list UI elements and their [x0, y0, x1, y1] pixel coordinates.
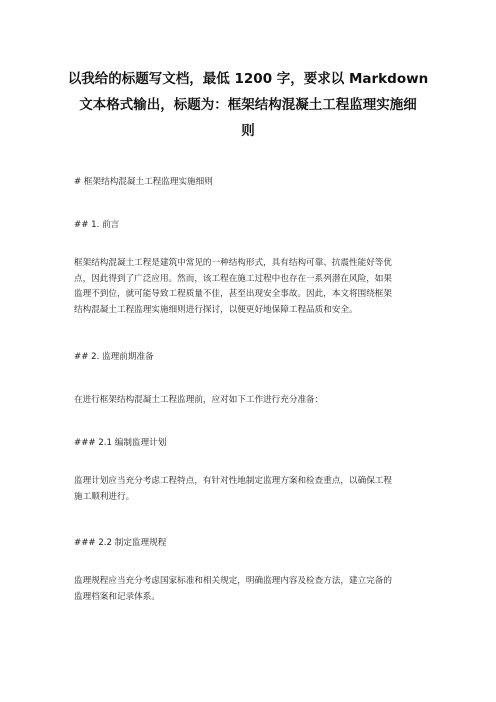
section-1-paragraph: [74, 256, 424, 318]
section-2-2-paragraph: [74, 574, 424, 605]
title-line-1: 以我给的标题写文档，最低 1200 字，要求以 Markdown: [67, 71, 429, 87]
section-2-2-heading: ### 2.2 制定监理规程: [74, 538, 167, 548]
paragraph-line: 施工顺利进行。: [74, 491, 135, 502]
paragraph-line: 监理计划应当充分考虑工程特点，有针对性地制定监理方案和检查重点，以确保工程: [74, 476, 392, 486]
section-2-1-heading: ### 2.1 编制监理计划: [74, 438, 167, 448]
document-title: [62, 66, 434, 144]
section-2-intro: 在进行框架结构混凝土工程监理前，应对如下工作进行充分准备：: [74, 395, 324, 405]
paragraph-line: 结构混凝土工程监理实施细则进行探讨，以便更好地保障工程品质和安全。: [74, 304, 358, 315]
section-2-1-paragraph: [74, 474, 424, 505]
section-1-heading: ## 1. 前言: [74, 220, 120, 230]
paragraph-line: 框架结构混凝土工程是建筑中常见的一种结构形式，具有结构可靠、抗震性能好等优: [74, 258, 392, 268]
markdown-h1: # 框架结构混凝土工程监理实施细则: [74, 177, 213, 187]
section-2-heading: ## 2. 监理前期准备: [74, 352, 154, 362]
paragraph-line: 监理规程应当充分考虑国家标准和相关规定，明确监理内容及检查方法，建立完备的: [74, 576, 392, 586]
title-line-2: 文本格式输出，标题为：框架结构混凝土工程监理实施细: [79, 97, 417, 113]
paragraph-line: 点，因此得到了广泛应用。然而，该工程在施工过程中也存在一系列潜在风险，如果: [74, 273, 392, 284]
title-line-3: 则: [241, 123, 255, 139]
paragraph-line: 监理档案和记录体系。: [74, 591, 160, 602]
paragraph-line: 监理不到位，就可能导致工程质量不佳，甚至出现安全事故。因此，本文将围绕框架: [74, 289, 392, 300]
